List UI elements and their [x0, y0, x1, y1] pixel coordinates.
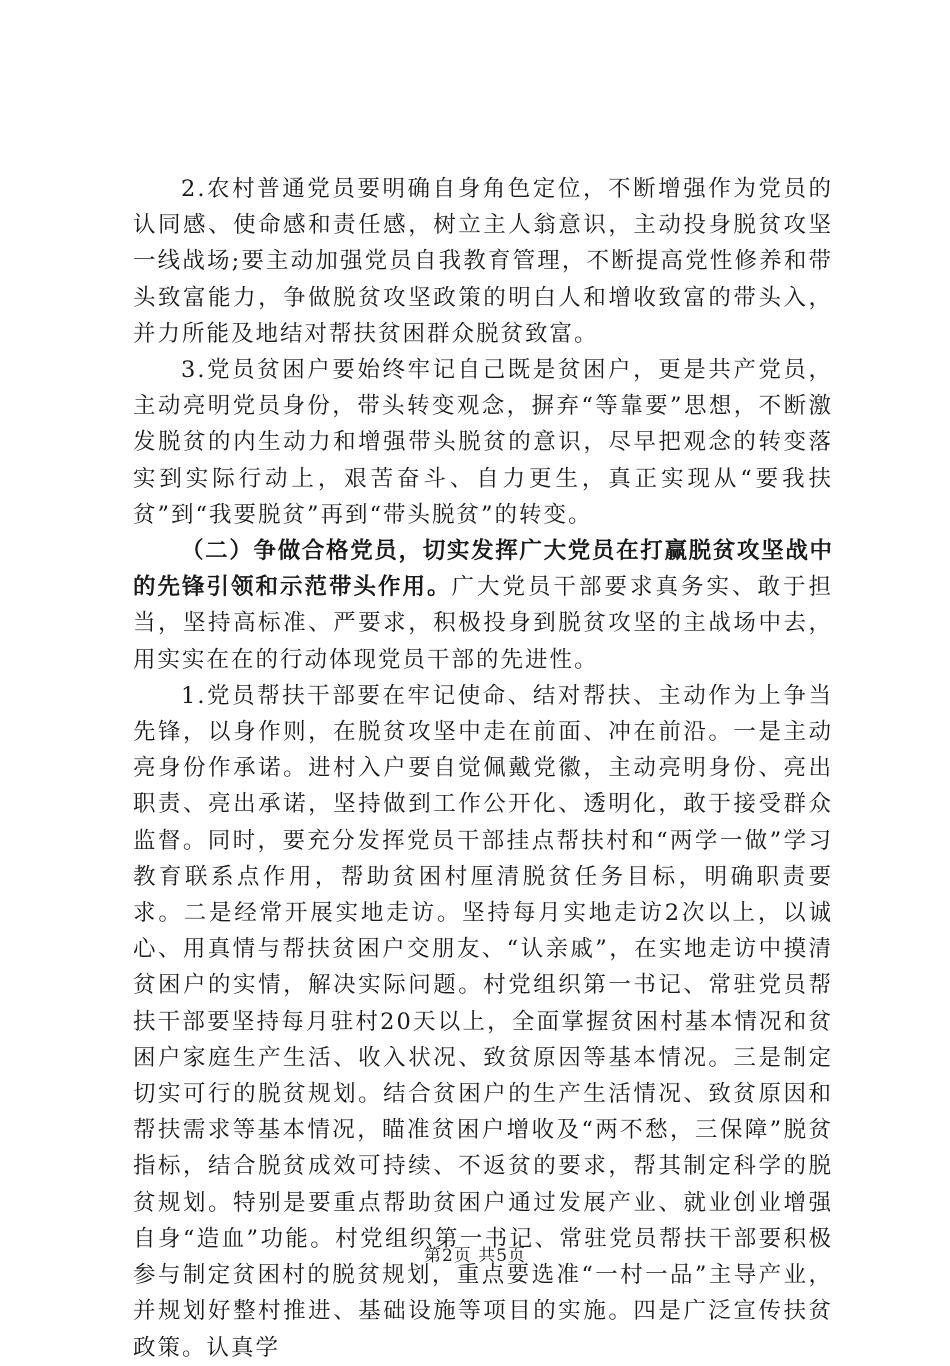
- paragraph-rural-members: [133, 171, 833, 352]
- paragraph-text: 2.农村普通党员要明确自身角色定位，不断增强作为党员的认同感、使命感和责任感，树立主人翁意识，主动投身脱贫攻坚一线战场;要主动加强党员自我教育管理，不断提高党性修养和带头致富能力，争做脱贫攻坚政策的明白人和增收致富的带头入，并力所能及地结对帮扶贫困群众脱贫致富。: [133, 176, 833, 347]
- section-heading: （二）争做合格党员，切实发挥广大党员在打赢脱贫攻坚战中的先锋引领和示范带头作用。: [133, 538, 833, 601]
- paragraph-text: 3.党员贫困户要始终牢记自己既是贫困户，更是共产党员，主动亮明党员身份，带头转变观念，摒弃“等靠要”思想，不断激发脱贫的内生动力和增强带头脱贫的意识，尽早把观念的转变落实到实际行动上，艰苦奋斗、自力更生，真正实现从“要我扶贫”到“我要脱贫”再到“带头脱贫”的转变。: [133, 357, 833, 528]
- page-number-footer: 第2页 共5页: [423, 1246, 527, 1266]
- paragraph-text: 1.党员帮扶干部要在牢记使命、结对帮扶、主动作为上争当先锋，以身作则，在脱贫攻坚中走在前面、冲在前沿。一是主动亮身份作承诺。进村入户要自觉佩戴党徽，主动亮明身份、亮出职责、亮出承诺，坚持做到工作公开化、透明化，敢于接受群众监督。同时，要充分发挥党员干部挂点帮扶村和“两学一做”学习教育联系点作用，帮助贫困村厘清脱贫任务目标，明确职责要求。二是经常开展实地走访。坚持每月实地走访2次以上，以诚心、用真情与帮扶贫困户交朋友、“认亲戚”，在实地走访中摸清贫困户的实情，解决实际问题。村党组织第一书记、常驻党员帮扶干部要坚持每月驻村20天以上，全面掌握贫困村基本情况和贫困户家庭生产生活、收入状况、致贫原因等基本情况。三是制定切实可行的脱贫规划。结合贫困户的生产生活情况、致贫原因和帮扶需求等基本情况，瞄准贫困户增收及“两不愁，三保障”脱贫指标，结合脱贫成效可持续、不返贫的要求，帮其制定科学的脱贫规划。特别是要重点帮助贫困户通过发展产业、就业创业增强自身“造血”功能。村党组织第一书记、常驻党员帮扶干部要积极参与制定贫困村的脱贫规划，重点要选准“一村一品”主导产业，并规划好整村推进、基础设施等项目的实施。四是广泛宣传扶贫政策。认真学: [133, 682, 833, 1361]
- document-body: [133, 171, 833, 1366]
- paragraph-text: 广大党员干部要求真务实、敢于担当，坚持高标准、严要求，积极投身到脱贫攻坚的主战场中去，用实实在在的行动体现党员干部的先进性。: [133, 574, 833, 673]
- paragraph-section-two: [133, 533, 833, 678]
- paragraph-poor-household-members: [133, 352, 833, 533]
